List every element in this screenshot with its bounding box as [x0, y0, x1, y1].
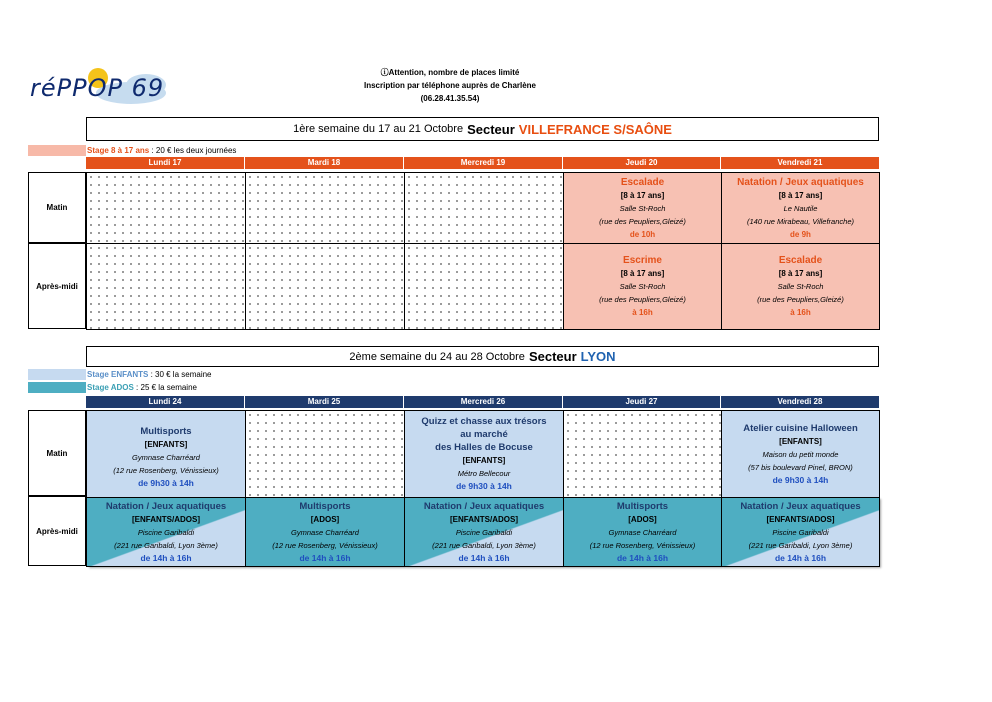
- week1-grid: [86, 172, 880, 330]
- activity-address: (221 rue Garibaldi, Lyon 3ème): [114, 540, 218, 550]
- week2-title-secteur: Secteur: [528, 349, 577, 364]
- activity-address: (rue des Peupliers,Gleizé): [757, 295, 844, 304]
- legend-swatch-ados: [28, 382, 86, 393]
- activity-address: (221 rue Garibaldi, Lyon 3ème): [748, 540, 853, 550]
- activity-place: Piscine Garibaldi: [137, 527, 195, 537]
- activity-place: Salle St-Roch: [777, 282, 824, 291]
- activity-age: [ENFANTS]: [462, 456, 506, 465]
- activity-time: de 9h30 à 14h: [456, 481, 512, 491]
- activity-title: Natation / Jeux aquatiques: [105, 500, 227, 512]
- legend-8-17: Stage 8 à 17 ans : 20 € les deux journées: [87, 146, 237, 155]
- activity-address: (57 bis boulevard Pinel, BRON): [748, 462, 853, 472]
- row-label-apres-midi: Après-midi: [28, 496, 86, 566]
- empty-cell: [245, 173, 404, 243]
- activity-age: [8 à 17 ans]: [778, 190, 823, 200]
- activity-time: de 14h à 16h: [299, 552, 351, 563]
- activity-age: [ENFANTS]: [779, 436, 822, 446]
- activity-title: Natation / Jeux aquatiques: [423, 500, 545, 512]
- week2-title-place: LYON: [580, 349, 616, 364]
- activity-title: Natation / Jeux aquatiques: [737, 176, 864, 188]
- activity-time: de 14h à 16h: [774, 552, 827, 563]
- day-header: Mercredi 19: [404, 157, 562, 169]
- week1-title: [86, 117, 879, 141]
- activity-cell: [563, 497, 721, 566]
- week2-title: [86, 346, 879, 367]
- activity-cell: [87, 411, 245, 497]
- activity-cell: [721, 243, 879, 329]
- activity-title: Escalade: [778, 255, 823, 266]
- activity-place: Piscine Garibaldi: [772, 527, 829, 537]
- activity-cell: [721, 497, 879, 566]
- activity-time: de 14h à 16h: [140, 552, 192, 563]
- legend-swatch-enfants: [28, 369, 86, 380]
- day-header: Jeudi 20: [563, 157, 720, 169]
- activity-cell: [87, 497, 245, 566]
- empty-cell: [87, 173, 245, 243]
- activity-age: [ADOS]: [310, 514, 340, 524]
- activity-title: Multisports: [140, 425, 192, 437]
- legend-ados: Stage ADOS : 25 € la semaine: [87, 383, 197, 392]
- day-header: Mardi 25: [245, 396, 403, 408]
- activity-cell: [404, 411, 563, 497]
- activity-place: Gymnase Charréard: [291, 527, 359, 537]
- activity-time: de 9h30 à 14h: [772, 474, 829, 485]
- empty-cell: [245, 411, 404, 497]
- activity-title: Multisports: [616, 500, 669, 512]
- legend-enfants: Stage ENFANTS : 30 € la semaine: [87, 370, 212, 379]
- activity-address: (12 rue Rosenberg, Vénissieux): [272, 540, 378, 550]
- day-header: Mardi 18: [245, 157, 403, 169]
- activity-age: [ENFANTS]: [144, 439, 188, 449]
- activity-place: Piscine Garibaldi: [455, 527, 513, 537]
- activity-age: [8 à 17 ans]: [620, 190, 665, 200]
- activity-age: [8 à 17 ans]: [620, 269, 665, 278]
- week2-title-prefix: 2ème semaine du 24 au 28 Octobre: [349, 350, 525, 363]
- activity-age: [ADOS]: [628, 514, 657, 524]
- activity-title: Escrime: [623, 255, 662, 266]
- empty-cell: [87, 243, 245, 329]
- activity-title: Escalade: [620, 176, 665, 188]
- row-label-matin: Matin: [28, 172, 86, 243]
- activity-title: Natation / Jeux aquatiques: [740, 500, 861, 512]
- notice-line-2: Inscription par téléphone auprès de Charlène: [363, 81, 537, 90]
- activity-time: à 16h: [632, 308, 653, 317]
- activity-address: (12 rue Rosenberg, Vénissieux): [589, 540, 696, 550]
- activity-title: Quizz et chasse aux trésors: [421, 416, 547, 427]
- day-header: Lundi 17: [86, 157, 244, 169]
- activity-address: (140 rue Mirabeau, Villefranche): [746, 216, 854, 226]
- activity-time: de 10h: [629, 229, 656, 239]
- empty-cell: [404, 243, 563, 329]
- day-header: Vendredi 28: [721, 396, 879, 408]
- row-label-apres-midi: Après-midi: [28, 243, 86, 329]
- activity-address: (rue des Peupliers,Gleizé): [599, 295, 686, 304]
- day-header: Vendredi 21: [721, 157, 879, 169]
- legend-swatch-8-17: [28, 145, 86, 156]
- activity-cell: [721, 411, 879, 497]
- activity-age: [ENFANTS/ADOS]: [450, 514, 518, 524]
- activity-time: de 14h à 16h: [616, 552, 669, 563]
- week2-grid: [86, 410, 880, 567]
- activity-cell: [563, 243, 721, 329]
- activity-age: [8 à 17 ans]: [778, 269, 823, 278]
- week1-title-place: VILLEFRANCE S/SAÔNE: [518, 121, 672, 137]
- row-label-matin: Matin: [28, 410, 86, 496]
- empty-cell: [563, 411, 721, 497]
- activity-address: (rue des Peupliers,Gleizé): [599, 216, 686, 226]
- activity-cell: [721, 173, 879, 243]
- activity-time: de 9h30 à 14h: [138, 477, 194, 488]
- activity-title: au marché: [460, 429, 508, 440]
- activity-title: Multisports: [299, 500, 351, 512]
- week1-title-secteur: Secteur: [467, 121, 515, 137]
- activity-age: [ENFANTS/ADOS]: [132, 514, 200, 524]
- activity-title: Atelier cuisine Halloween: [743, 422, 858, 434]
- activity-place: Gymnase Charréard: [608, 527, 677, 537]
- activity-place: Salle St-Roch: [619, 282, 666, 291]
- week1-title-prefix: 1ère semaine du 17 au 21 Octobre: [293, 123, 464, 135]
- logo-text: réPPOP 69: [30, 74, 165, 102]
- day-header: Lundi 24: [86, 396, 244, 408]
- activity-cell: [563, 173, 721, 243]
- empty-cell: [404, 173, 563, 243]
- activity-place: Le Nautile: [783, 203, 818, 213]
- activity-place: Salle St-Roch: [619, 203, 666, 213]
- activity-time: de 9h: [790, 229, 811, 239]
- activity-address: (12 rue Rosenberg, Vénissieux): [113, 465, 219, 475]
- notice-line-1: Attention, nombre de places limité: [388, 68, 520, 77]
- activity-time: de 14h à 16h: [458, 552, 510, 563]
- activity-place: Maison du petit monde: [762, 449, 839, 459]
- activity-time: à 16h: [790, 308, 811, 317]
- day-header: Jeudi 27: [563, 396, 720, 408]
- day-header: Mercredi 26: [404, 396, 562, 408]
- activity-title: des Halles de Bocuse: [435, 442, 533, 453]
- activity-cell: [404, 497, 563, 566]
- notice-line-3: (06.28.41.35.54): [420, 94, 480, 103]
- activity-age: [ENFANTS/ADOS]: [766, 514, 835, 524]
- activity-address: (221 rue Garibaldi, Lyon 3ème): [432, 540, 536, 550]
- reppop-logo: [26, 68, 176, 108]
- notice: [340, 66, 560, 105]
- empty-cell: [245, 243, 404, 329]
- info-icon: ⓘ: [380, 68, 389, 77]
- activity-place: Métro Bellecour: [457, 469, 511, 478]
- activity-place: Gymnase Charréard: [132, 452, 200, 462]
- activity-cell: [245, 497, 404, 566]
